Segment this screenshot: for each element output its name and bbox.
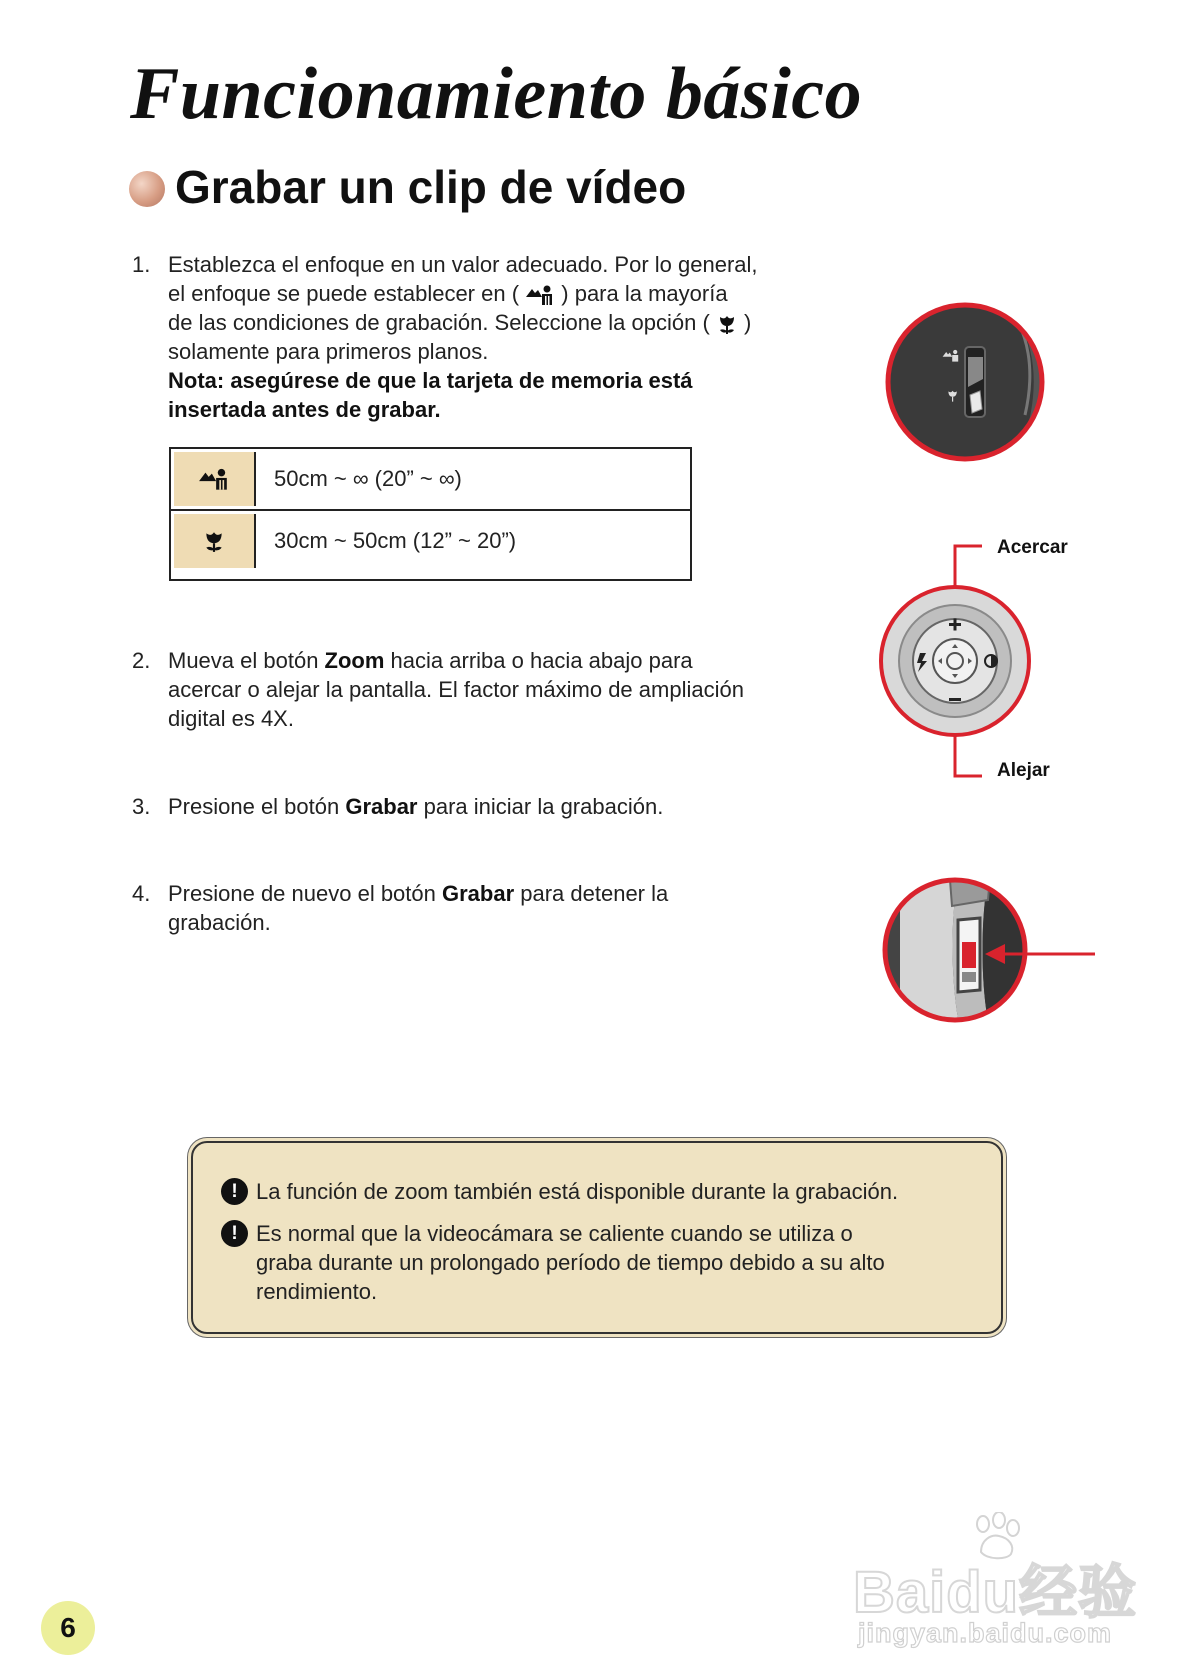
note-box [191, 1141, 1003, 1334]
section-bullet-icon [129, 171, 165, 207]
step-note: Nota: asegúrese de que la tarjeta de memoria está [168, 368, 693, 393]
landscape-portrait-icon [198, 467, 230, 491]
table-row [171, 449, 690, 509]
zoom-out-label: Alejar [997, 760, 1050, 781]
step-3 [132, 792, 808, 821]
step-line: grabación. [168, 910, 271, 935]
page-title: Funcionamiento básico [130, 53, 863, 135]
macro-flower-icon [716, 313, 738, 335]
record-button-illustration [880, 870, 1100, 1030]
step-line: Presione el botón Grabar para iniciar la grabación. [168, 794, 664, 819]
table-range-cell: 50cm ~ ∞ (20” ~ ∞) [274, 466, 462, 491]
note-item: ! Es normal que la videocámara se caliente cuando se utiliza o graba durante un prolongado período de tiempo debido a su alto rendimiento. [221, 1219, 885, 1306]
table-icon-cell [174, 514, 256, 568]
exclamation-icon: ! [221, 1220, 248, 1247]
step-2 [132, 646, 808, 733]
watermark-url: jingyan.baidu.com [858, 1618, 1113, 1648]
step-line: acercar o alejar la pantalla. El factor máximo de ampliación [168, 677, 744, 702]
table-range-cell: 30cm ~ 50cm (12” ~ 20”) [274, 528, 517, 553]
step-line: Mueva el botón Zoom hacia arriba o hacia abajo para [168, 648, 693, 673]
watermark-brand: Baidu经验 [853, 1560, 1138, 1625]
minus-icon [949, 698, 961, 701]
step-line: el enfoque se puede establecer en ( ) para la mayoría [168, 281, 728, 306]
step-note: insertada antes de grabar. [168, 397, 441, 422]
table-icon-cell [174, 452, 256, 506]
exclamation-icon: ! [221, 1178, 248, 1205]
step-line: Establezca el enfoque en un valor adecuado. Por lo general, [168, 252, 758, 277]
page-number: 6 [41, 1601, 95, 1655]
step-number: 2. [132, 648, 151, 673]
zoom-in-label: Acercar [997, 537, 1068, 558]
step-number: 3. [132, 794, 151, 819]
section-title: Grabar un clip de vídeo [175, 161, 687, 213]
step-line: solamente para primeros planos. [168, 339, 489, 364]
macro-flower-icon [202, 529, 226, 553]
step-4 [132, 879, 808, 937]
step-line: de las condiciones de grabación. Seleccione la opción ( ) [168, 310, 752, 335]
step-1 [132, 250, 808, 424]
table-row [171, 509, 690, 571]
step-line: digital es 4X. [168, 706, 294, 731]
step-line: Presione de nuevo el botón Grabar para detener la [168, 881, 669, 906]
focus-switch-illustration [880, 297, 1050, 467]
step-number: 4. [132, 881, 151, 906]
note-item: ! La función de zoom también está disponible durante la grabación. [221, 1177, 898, 1206]
landscape-portrait-icon [525, 284, 555, 306]
step-number: 1. [132, 252, 151, 277]
zoom-dial-illustration [860, 536, 1050, 786]
focus-range-table [169, 447, 692, 581]
